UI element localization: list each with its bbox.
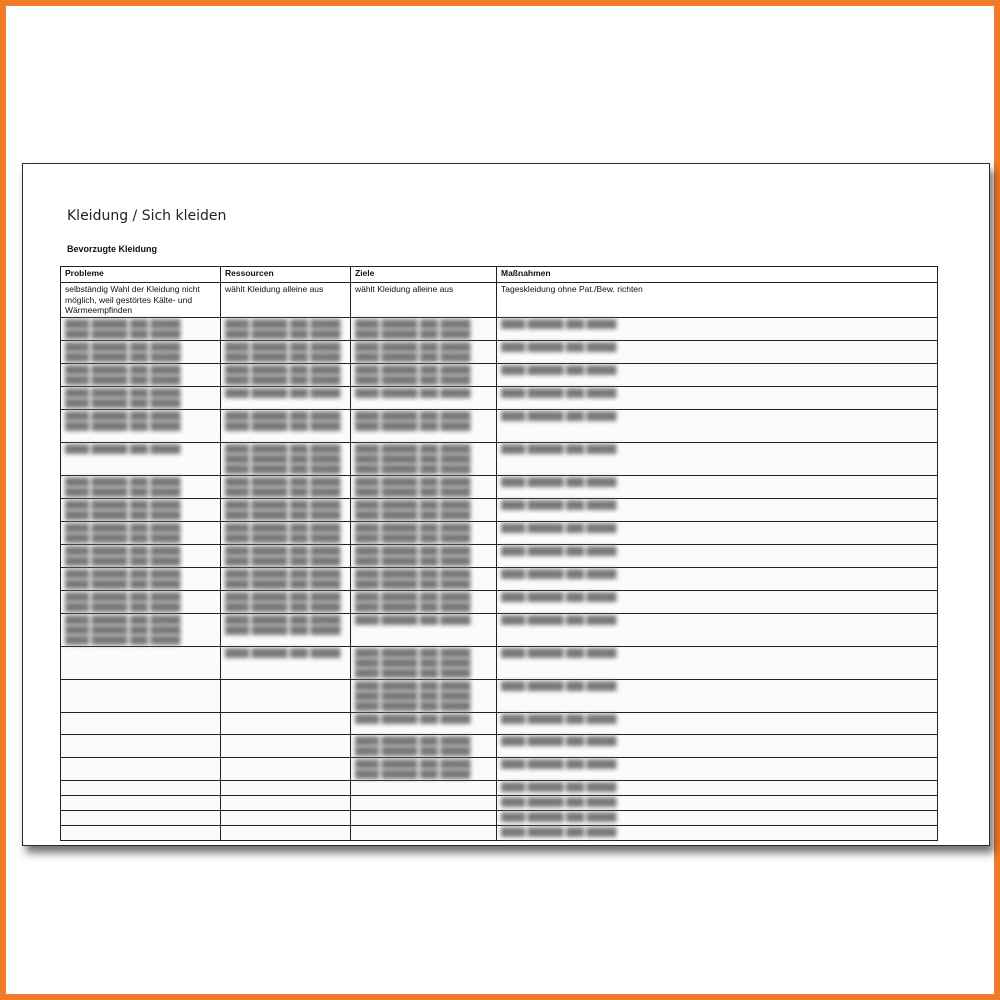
table-row <box>61 386 938 409</box>
table-cell <box>497 317 938 340</box>
table-cell <box>351 646 497 679</box>
illegible-text: ████ ██████ ███ █████ <box>355 387 471 398</box>
table-cell <box>61 613 221 646</box>
table-cell <box>351 544 497 567</box>
table-row <box>61 780 938 795</box>
table-cell <box>221 825 351 840</box>
illegible-text: ████ ██████ ███ █████ <box>355 318 471 329</box>
illegible-text: ████ ██████ ███ █████ <box>225 476 341 487</box>
illegible-text: ████ ██████ ███ █████ <box>225 614 341 625</box>
illegible-text: ████ ██████ ███ █████ <box>355 463 471 474</box>
table-cell <box>497 825 938 840</box>
illegible-text: ████ ██████ ███ █████ <box>355 328 471 339</box>
table-row <box>61 521 938 544</box>
table-cell <box>497 712 938 734</box>
table-cell <box>497 734 938 757</box>
table-cell <box>497 498 938 521</box>
illegible-text: ████ ██████ ███ █████ <box>225 647 341 658</box>
illegible-text: ████ ██████ ███ █████ <box>225 509 341 520</box>
table-cell <box>221 409 351 442</box>
table-cell <box>497 409 938 442</box>
table-row <box>61 590 938 613</box>
table-cell <box>351 590 497 613</box>
illegible-text: ████ ██████ ███ █████ <box>501 826 617 837</box>
illegible-text: ████ ██████ ███ █████ <box>355 768 471 779</box>
illegible-text: ████ ██████ ███ █████ <box>65 591 181 602</box>
table-row <box>61 795 938 810</box>
illegible-text: ████ ██████ ███ █████ <box>65 328 181 339</box>
table-cell <box>221 521 351 544</box>
table-cell <box>351 521 497 544</box>
illegible-text: ████ ██████ ███ █████ <box>65 486 181 497</box>
illegible-text: ████ ██████ ███ █████ <box>355 509 471 520</box>
illegible-text: ████ ██████ ███ █████ <box>65 601 181 612</box>
illegible-text: ████ ██████ ███ █████ <box>65 522 181 533</box>
table-cell <box>221 498 351 521</box>
illegible-text: ████ ██████ ███ █████ <box>355 476 471 487</box>
illegible-text: ████ ██████ ███ █████ <box>225 420 341 431</box>
illegible-text: ████ ██████ ███ █████ <box>65 387 181 398</box>
illegible-text: ████ ██████ ███ █████ <box>501 499 617 510</box>
table-cell <box>351 810 497 825</box>
illegible-text: ████ ██████ ███ █████ <box>501 364 617 375</box>
table-cell <box>497 340 938 363</box>
cell-measure: Tageskleidung ohne Pat./Bew. richten <box>497 283 938 318</box>
illegible-text: ████ ██████ ███ █████ <box>355 568 471 579</box>
table-cell <box>351 475 497 498</box>
illegible-text: ████ ██████ ███ █████ <box>501 568 617 579</box>
illegible-text: ████ ██████ ███ █████ <box>501 781 617 792</box>
table-cell <box>497 613 938 646</box>
table-cell <box>351 363 497 386</box>
illegible-text: ████ ██████ ███ █████ <box>65 624 181 635</box>
illegible-text: ████ ██████ ███ █████ <box>355 700 471 711</box>
header-ressourcen: Ressourcen <box>221 267 351 283</box>
illegible-text: ████ ██████ ███ █████ <box>355 453 471 464</box>
illegible-text: ████ ██████ ███ █████ <box>65 420 181 431</box>
table-cell <box>221 442 351 475</box>
table-cell <box>221 475 351 498</box>
table-cell <box>497 363 938 386</box>
illegible-text: ████ ██████ ███ █████ <box>355 532 471 543</box>
table-cell <box>351 712 497 734</box>
illegible-text: ████ ██████ ███ █████ <box>225 453 341 464</box>
table-row <box>61 283 938 318</box>
illegible-text: ████ ██████ ███ █████ <box>355 374 471 385</box>
section-subtitle: Bevorzugte Kleidung <box>67 244 158 254</box>
illegible-text: ████ ██████ ███ █████ <box>501 522 617 533</box>
table-cell <box>61 825 221 840</box>
table-cell <box>61 544 221 567</box>
illegible-text: ████ ██████ ███ █████ <box>501 647 617 658</box>
table-cell <box>61 795 221 810</box>
illegible-text: ████ ██████ ███ █████ <box>501 476 617 487</box>
illegible-text: ████ ██████ ███ █████ <box>501 545 617 556</box>
illegible-text: ████ ██████ ███ █████ <box>355 667 471 678</box>
illegible-text: ████ ██████ ███ █████ <box>355 758 471 769</box>
illegible-text: ████ ██████ ███ █████ <box>501 735 617 746</box>
illegible-text: ████ ██████ ███ █████ <box>355 555 471 566</box>
illegible-text: ████ ██████ ███ █████ <box>355 735 471 746</box>
table-cell <box>61 757 221 780</box>
table-cell <box>497 795 938 810</box>
table-cell <box>221 810 351 825</box>
table-cell <box>61 590 221 613</box>
illegible-text: ████ ██████ ███ █████ <box>65 614 181 625</box>
table-cell <box>221 613 351 646</box>
table-cell <box>221 646 351 679</box>
table-cell <box>61 340 221 363</box>
illegible-text: ████ ██████ ███ █████ <box>355 690 471 701</box>
illegible-text: ████ ██████ ███ █████ <box>355 745 471 756</box>
table-cell <box>351 825 497 840</box>
table-cell <box>61 386 221 409</box>
illegible-text: ████ ██████ ███ █████ <box>65 509 181 520</box>
cell-resource: wählt Kleidung alleine aus <box>221 283 351 318</box>
illegible-text: ████ ██████ ███ █████ <box>355 522 471 533</box>
table-cell <box>351 613 497 646</box>
illegible-text: ████ ██████ ███ █████ <box>225 364 341 375</box>
illegible-text: ████ ██████ ███ █████ <box>355 657 471 668</box>
illegible-text: ████ ██████ ███ █████ <box>225 624 341 635</box>
illegible-text: ████ ██████ ███ █████ <box>225 443 341 454</box>
table-cell <box>221 712 351 734</box>
illegible-text: ████ ██████ ███ █████ <box>225 328 341 339</box>
table-cell <box>497 646 938 679</box>
table-cell <box>351 498 497 521</box>
header-ziele: Ziele <box>351 267 497 283</box>
illegible-text: ████ ██████ ███ █████ <box>355 647 471 658</box>
table-cell <box>61 363 221 386</box>
illegible-text: ████ ██████ ███ █████ <box>65 397 181 408</box>
table-cell <box>351 795 497 810</box>
table-cell <box>497 757 938 780</box>
table-row <box>61 498 938 521</box>
illegible-text: ████ ██████ ███ █████ <box>65 364 181 375</box>
illegible-text: ████ ██████ ███ █████ <box>501 758 617 769</box>
table-cell <box>497 544 938 567</box>
table-cell <box>221 317 351 340</box>
illegible-text: ████ ██████ ███ █████ <box>65 341 181 352</box>
table-row <box>61 340 938 363</box>
table-row <box>61 712 938 734</box>
table-cell <box>221 386 351 409</box>
illegible-text: ████ ██████ ███ █████ <box>225 374 341 385</box>
table-header-row <box>61 267 938 283</box>
illegible-text: ████ ██████ ███ █████ <box>355 364 471 375</box>
table-cell <box>497 475 938 498</box>
illegible-text: ████ ██████ ███ █████ <box>355 443 471 454</box>
table-cell <box>351 442 497 475</box>
table-cell <box>221 780 351 795</box>
illegible-text: ████ ██████ ███ █████ <box>65 555 181 566</box>
table-cell <box>497 567 938 590</box>
table-cell <box>351 679 497 712</box>
illegible-text: ████ ██████ ███ █████ <box>65 578 181 589</box>
table-cell <box>61 567 221 590</box>
illegible-text: ████ ██████ ███ █████ <box>65 476 181 487</box>
table-cell <box>221 679 351 712</box>
illegible-text: ████ ██████ ███ █████ <box>225 545 341 556</box>
illegible-text: ████ ██████ ███ █████ <box>355 614 471 625</box>
illegible-text: ████ ██████ ███ █████ <box>355 591 471 602</box>
header-probleme: Probleme <box>61 267 221 283</box>
table-cell <box>61 810 221 825</box>
table-row <box>61 734 938 757</box>
table-cell <box>221 363 351 386</box>
illegible-text: ████ ██████ ███ █████ <box>501 811 617 822</box>
illegible-text: ████ ██████ ███ █████ <box>225 318 341 329</box>
table-cell <box>497 442 938 475</box>
table-cell <box>497 679 938 712</box>
table-cell <box>497 590 938 613</box>
illegible-text: ████ ██████ ███ █████ <box>501 713 617 724</box>
table-cell <box>61 442 221 475</box>
table-cell <box>221 340 351 363</box>
illegible-text: ████ ██████ ███ █████ <box>501 591 617 602</box>
illegible-text: ████ ██████ ███ █████ <box>65 318 181 329</box>
illegible-text: ████ ██████ ███ █████ <box>65 634 181 645</box>
table-cell <box>61 521 221 544</box>
illegible-text: ████ ██████ ███ █████ <box>225 351 341 362</box>
table-cell <box>351 340 497 363</box>
table-cell <box>221 757 351 780</box>
illegible-text: ████ ██████ ███ █████ <box>501 410 617 421</box>
illegible-text: ████ ██████ ███ █████ <box>501 443 617 454</box>
table-row <box>61 567 938 590</box>
illegible-text: ████ ██████ ███ █████ <box>225 463 341 474</box>
illegible-text: ████ ██████ ███ █████ <box>225 591 341 602</box>
illegible-text: ████ ██████ ███ █████ <box>225 341 341 352</box>
illegible-text: ████ ██████ ███ █████ <box>225 532 341 543</box>
table-row <box>61 442 938 475</box>
illegible-text: ████ ██████ ███ █████ <box>65 374 181 385</box>
illegible-text: ████ ██████ ███ █████ <box>65 545 181 556</box>
illegible-text: ████ ██████ ███ █████ <box>65 351 181 362</box>
table-row <box>61 317 938 340</box>
header-massnahmen: Maßnahmen <box>497 267 938 283</box>
illegible-text: ████ ██████ ███ █████ <box>355 680 471 691</box>
table-cell <box>61 498 221 521</box>
illegible-text: ████ ██████ ███ █████ <box>355 601 471 612</box>
illegible-text: ████ ██████ ███ █████ <box>225 555 341 566</box>
illegible-text: ████ ██████ ███ █████ <box>355 578 471 589</box>
table-row <box>61 613 938 646</box>
table-cell <box>351 567 497 590</box>
table-cell <box>221 734 351 757</box>
illegible-text: ████ ██████ ███ █████ <box>225 486 341 497</box>
cell-goal: wählt Kleidung alleine aus <box>351 283 497 318</box>
table-row <box>61 757 938 780</box>
table-cell <box>351 409 497 442</box>
table-cell <box>351 780 497 795</box>
illegible-text: ████ ██████ ███ █████ <box>355 410 471 421</box>
illegible-text: ████ ██████ ███ █████ <box>355 341 471 352</box>
table-cell <box>61 679 221 712</box>
illegible-text: ████ ██████ ███ █████ <box>501 796 617 807</box>
illegible-text: ████ ██████ ███ █████ <box>65 532 181 543</box>
table-cell <box>497 810 938 825</box>
table-row <box>61 646 938 679</box>
illegible-text: ████ ██████ ███ █████ <box>65 499 181 510</box>
table-cell <box>61 475 221 498</box>
table-cell <box>61 409 221 442</box>
table-cell <box>351 734 497 757</box>
illegible-text: ████ ██████ ███ █████ <box>65 410 181 421</box>
illegible-text: ████ ██████ ███ █████ <box>355 545 471 556</box>
table-cell <box>61 317 221 340</box>
illegible-text: ████ ██████ ███ █████ <box>225 410 341 421</box>
table-cell <box>221 567 351 590</box>
table-cell <box>61 712 221 734</box>
table-cell <box>61 646 221 679</box>
table-cell <box>221 795 351 810</box>
illegible-text: ████ ██████ ███ █████ <box>355 713 471 724</box>
table-row <box>61 363 938 386</box>
table-row <box>61 544 938 567</box>
table-cell <box>351 386 497 409</box>
illegible-text: ████ ██████ ███ █████ <box>65 568 181 579</box>
page-title: Kleidung / Sich kleiden <box>67 208 227 224</box>
illegible-text: ████ ██████ ███ █████ <box>355 486 471 497</box>
illegible-text: ████ ██████ ███ █████ <box>225 522 341 533</box>
illegible-text: ████ ██████ ███ █████ <box>225 601 341 612</box>
illegible-text: ████ ██████ ███ █████ <box>501 614 617 625</box>
table-row <box>61 825 938 840</box>
table-cell <box>351 317 497 340</box>
table-row <box>61 810 938 825</box>
illegible-text: ████ ██████ ███ █████ <box>501 680 617 691</box>
document-page <box>22 163 990 846</box>
illegible-text: ████ ██████ ███ █████ <box>501 341 617 352</box>
illegible-text: ████ ██████ ███ █████ <box>355 499 471 510</box>
illegible-text: ████ ██████ ███ █████ <box>225 499 341 510</box>
illegible-text: ████ ██████ ███ █████ <box>225 387 341 398</box>
table-cell <box>497 780 938 795</box>
illegible-text: ████ ██████ ███ █████ <box>355 351 471 362</box>
care-plan-table <box>60 266 938 841</box>
table-cell <box>497 521 938 544</box>
table-cell <box>61 734 221 757</box>
illegible-text: ████ ██████ ███ █████ <box>355 420 471 431</box>
table-row <box>61 475 938 498</box>
cell-problem: selbständig Wahl der Kleidung nicht möglich, weil gestörtes Kälte- und Wärmeempfinden <box>61 283 221 318</box>
illegible-text: ████ ██████ ███ █████ <box>501 318 617 329</box>
illegible-text: ████ ██████ ███ █████ <box>225 578 341 589</box>
table-cell <box>351 757 497 780</box>
table-cell <box>497 386 938 409</box>
illegible-text: ████ ██████ ███ █████ <box>225 568 341 579</box>
table-cell <box>61 780 221 795</box>
table-cell <box>221 544 351 567</box>
table-row <box>61 409 938 442</box>
illegible-text: ████ ██████ ███ █████ <box>501 387 617 398</box>
table-row <box>61 679 938 712</box>
illegible-text: ████ ██████ ███ █████ <box>65 443 181 454</box>
table-cell <box>221 590 351 613</box>
